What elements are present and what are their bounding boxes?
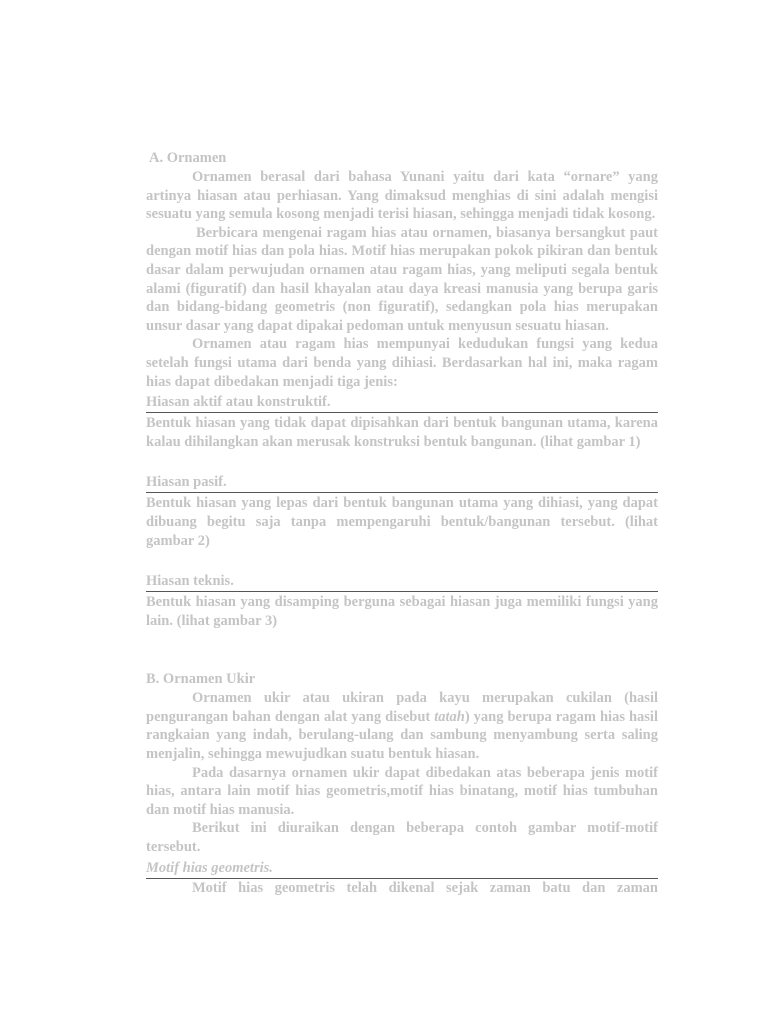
section-b-paragraph-1-end: ) yang berupa ragam hias hasil rangkaian yang indah, berulang-ulang dan sambung menyambung serta saling menjalin, sehingga mewujudkan suatu bentuk hiasan. [146,708,658,763]
spacer [146,630,658,670]
document-page [146,149,658,897]
section-b-paragraph-1 [146,689,658,763]
section-a-paragraph-3: Ornamen atau ragam hias mempunyai kedudukan fungsi yang kedua setelah fungsi utama dari benda yang dihiasi. Berdasarkan hal ini, maka ragam hias dapat dibedakan menjadi tiga jenis: [146,336,658,390]
motif-geometris-body: Motif hias geometris telah dikenal sejak zaman batu dan zaman [192,879,658,896]
type-2-heading: Hiasan pasif. [146,471,658,493]
section-a-paragraph-1: Ornamen berasal dari bahasa Yunani yaitu dari kata “ornare” yang artinya hiasan atau perhiasan. Yang dimaksud menghias di sini adalah mengisi sesuatu yang semula kosong menjadi terisi hiasan, sehingga menjadi tidak kosong. [146,169,658,223]
type-1-heading: Hiasan aktif atau konstruktif. [146,391,658,413]
section-b-heading: B. Ornamen Ukir [146,671,256,688]
tatah-term: tatah [434,708,465,725]
section-a-heading: A. Ornamen [149,150,227,166]
spacer [146,451,658,471]
section-b-paragraph-1-start: Ornamen ukir atau ukiran pada kayu merupakan cukilan (hasil pengurangan bahan dengan alat yang disebut [146,690,658,725]
section-a-paragraph-2: Berbicara mengenai ragam hias atau ornamen, biasanya bersangkut paut dengan motif hias dan pola hias. Motif hias merupakan pokok pikiran dan bentuk dasar dalam perwujudan ornamen atau ragam hias, yang meliputi segala bentuk alami (figuratif) dan hasil khayalan atau daya kreasi manusia yang berupa garis dan bidang-bidang geometris (non figuratif), sedangkan pola hias merupakan unsur dasar yang dapat dipakai pedoman untuk menyusun sesuatu hiasan. [146,224,658,334]
type-1-body: Bentuk hiasan yang tidak dapat dipisahkan dari bentuk bangunan utama, karena kalau dihilangkan akan merusak konstruksi bentuk bangunan. (lihat gambar 1) [146,415,658,450]
motif-geometris-heading: Motif hias geometris. [146,857,658,879]
type-3-heading: Hiasan teknis. [146,570,658,592]
section-b-paragraph-3: Berikut ini diuraikan dengan beberapa contoh gambar motif-motif tersebut. [146,820,658,856]
section-b-paragraph-2: Pada dasarnya ornamen ukir dapat dibedakan atas beberapa jenis motif hias, antara lain motif hias geometris,motif hias binatang, motif hias tumbuhan dan motif hias manusia. [146,764,658,818]
type-3-body: Bentuk hiasan yang disamping berguna sebagai hiasan juga memiliki fungsi yang lain. (lihat gambar 3) [146,594,658,629]
spacer [146,550,658,570]
type-2-body: Bentuk hiasan yang lepas dari bentuk bangunan utama yang dihiasi, yang dapat dibuang begitu saja tanpa mempengaruhi bentuk/bangunan tersebut. (lihat gambar 2) [146,495,658,549]
